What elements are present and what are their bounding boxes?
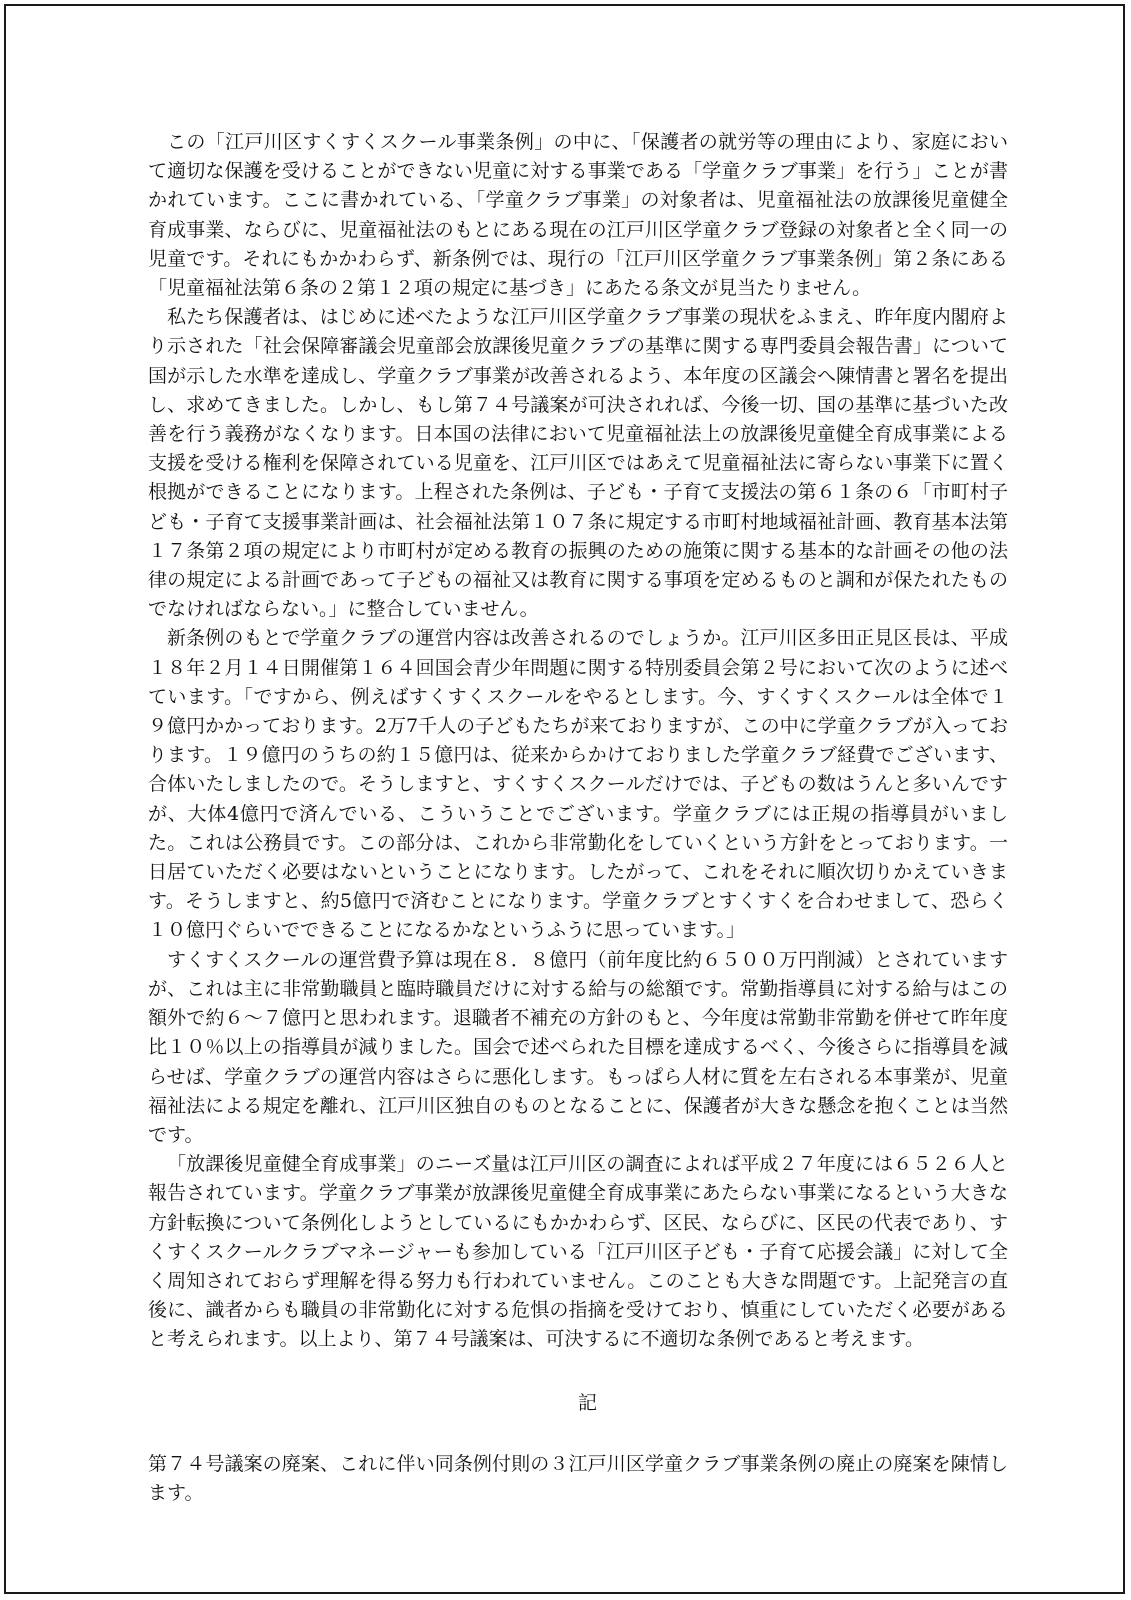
petition-request: 第７４号議案の廃案、これに伴い同条例付則の３江戸川区学童クラブ事業条例の廃止の廃案を陳情します。 <box>148 1452 1008 1504</box>
paragraph-ordinance-overview: この「江戸川区すくすくスクール事業条例」の中に、「保護者の就労等の理由により、家庭において適切な保護を受けることができない児童に対する事業である「学童クラブ事業」を行う」ことが書かれています。ここに書かれている、「学童クラブ事業」の対象者は、児童福祉法の放課後児童健全育成事業、ならびに、児童福祉法のもとにある現在の江戸川区学童クラブ登録の対象者と全く同一の児童です。それにもかかわらず、新条例では、現行の「江戸川区学童クラブ事業条例」第２条にある「児童福祉法第６条の２第１２項の規定に基づき」にあたる条文が見当たりません。 <box>148 131 1008 300</box>
ki-heading: 記 <box>577 1391 597 1414</box>
paragraph-mayor-statement: 新条例のもとで学童クラブの運営内容は改善されるのでしょうか。江戸川区多田正見区長は、平成１８年２月１４日開催第１６４回国会青少年問題に関する特別委員会第２号において次のように述べています。「ですから、例えばすくすくスクールをやるとします。今、すくすくスクールは全体で１９億円かかっております。2万7千人の子どもたちが来ておりますが、この中に学童クラブが入っております。１９億円のうちの約１５億円は、従来からかけておりました学童クラブ経費でございます、合体いたしましたので。そうしますと、すくすくスクールだけでは、子どもの数はうんと多いんですが、大体4億円で済んでいる、こういうことでございます。学童クラブには正規の指導員がいました。これは公務員です。この部分は、これから非常勤化をしていくという方針をとっております。一日居ていただく必要はないということになります。したがって、これをそれに順次切りかえていきます。そうしますと、約5億円で済むことになります。学童クラブとすくすくを合わせまして、恐らく１０億円ぐらいでできることになるかなというふうに思っています。」 <box>148 627 1008 942</box>
document-body <box>148 128 1008 1508</box>
paragraph-needs-and-conclusion: 「放課後児童健全育成事業」のニーズ量は江戸川区の調査によれば平成２７年度には６５２６人と報告されています。学童クラブ事業が放課後児童健全育成事業にあたらない事業になるという大きな方針転換について条例化しようとしているにもかかわらず、区民、ならびに、区民の代表であり、すくすくスクールクラブマネージャーも参加している「江戸川区子ども・子育て応援会議」に対して全く周知されておらず理解を得る努力も行われていません。このことも大きな問題です。上記発言の直後に、識者からも職員の非常勤化に対する危惧の指摘を受けており、慎重にしていただく必要があると考えられます。以上より、第７４号議案は、可決するに不適切な条例であると考えます。 <box>148 1153 1008 1351</box>
paragraph-budget: すくすくスクールの運営費予算は現在８．８億円（前年度比約６５００万円削減）とされていますが、これは主に非常勤職員と臨時職員だけに対する給与の総額です。常勤指導員に対する給与はこの額外で約６～７億円と思われます。退職者不補充の方針のもと、今年度は常勤非常勤を併せて昨年度比１０％以上の指導員が減りました。国会で述べられた目標を達成するべく、今後さらに指導員を減らせば、学童クラブの運営内容はさらに悪化します。もっぱら人材に質を左右される本事業が、児童福祉法による規定を離れ、江戸川区独自のものとなることに、保護者が大きな懸念を抱くことは当然です。 <box>148 948 1008 1146</box>
paragraph-guardian-petition: 私たち保護者は、はじめに述べたような江戸川区学童クラブ事業の現状をふまえ、昨年度内閣府より示された「社会保障審議会児童部会放課後児童クラブの基準に関する専門委員会報告書」について国が示した水準を達成し、学童クラブ事業が改善されるよう、本年度の区議会へ陳情書と署名を提出し、求めてきました。しかし、もし第７４号議案が可決されれば、今後一切、国の基準に基づいた改善を行う義務がなくなります。日本国の法律において児童福祉法上の放課後児童健全育成事業による支援を受ける権利を保障されている児童を、江戸川区ではあえて児童福祉法に寄らない事業下に置く根拠ができることになります。上程された条例は、子ども・子育て支援法の第６１条の６「市町村子ども・子育て支援事業計画は、社会福祉法第１０７条に規定する市町村地域福祉計画、教育基本法第１７条第２項の規定により市町村が定める教育の振興のための施策に関する基本的な計画その他の法律の規定による計画であって子どもの福祉又は教育に関する事項を定めるものと調和が保たれたものでなければならない。」に整合していません。 <box>148 306 1008 621</box>
